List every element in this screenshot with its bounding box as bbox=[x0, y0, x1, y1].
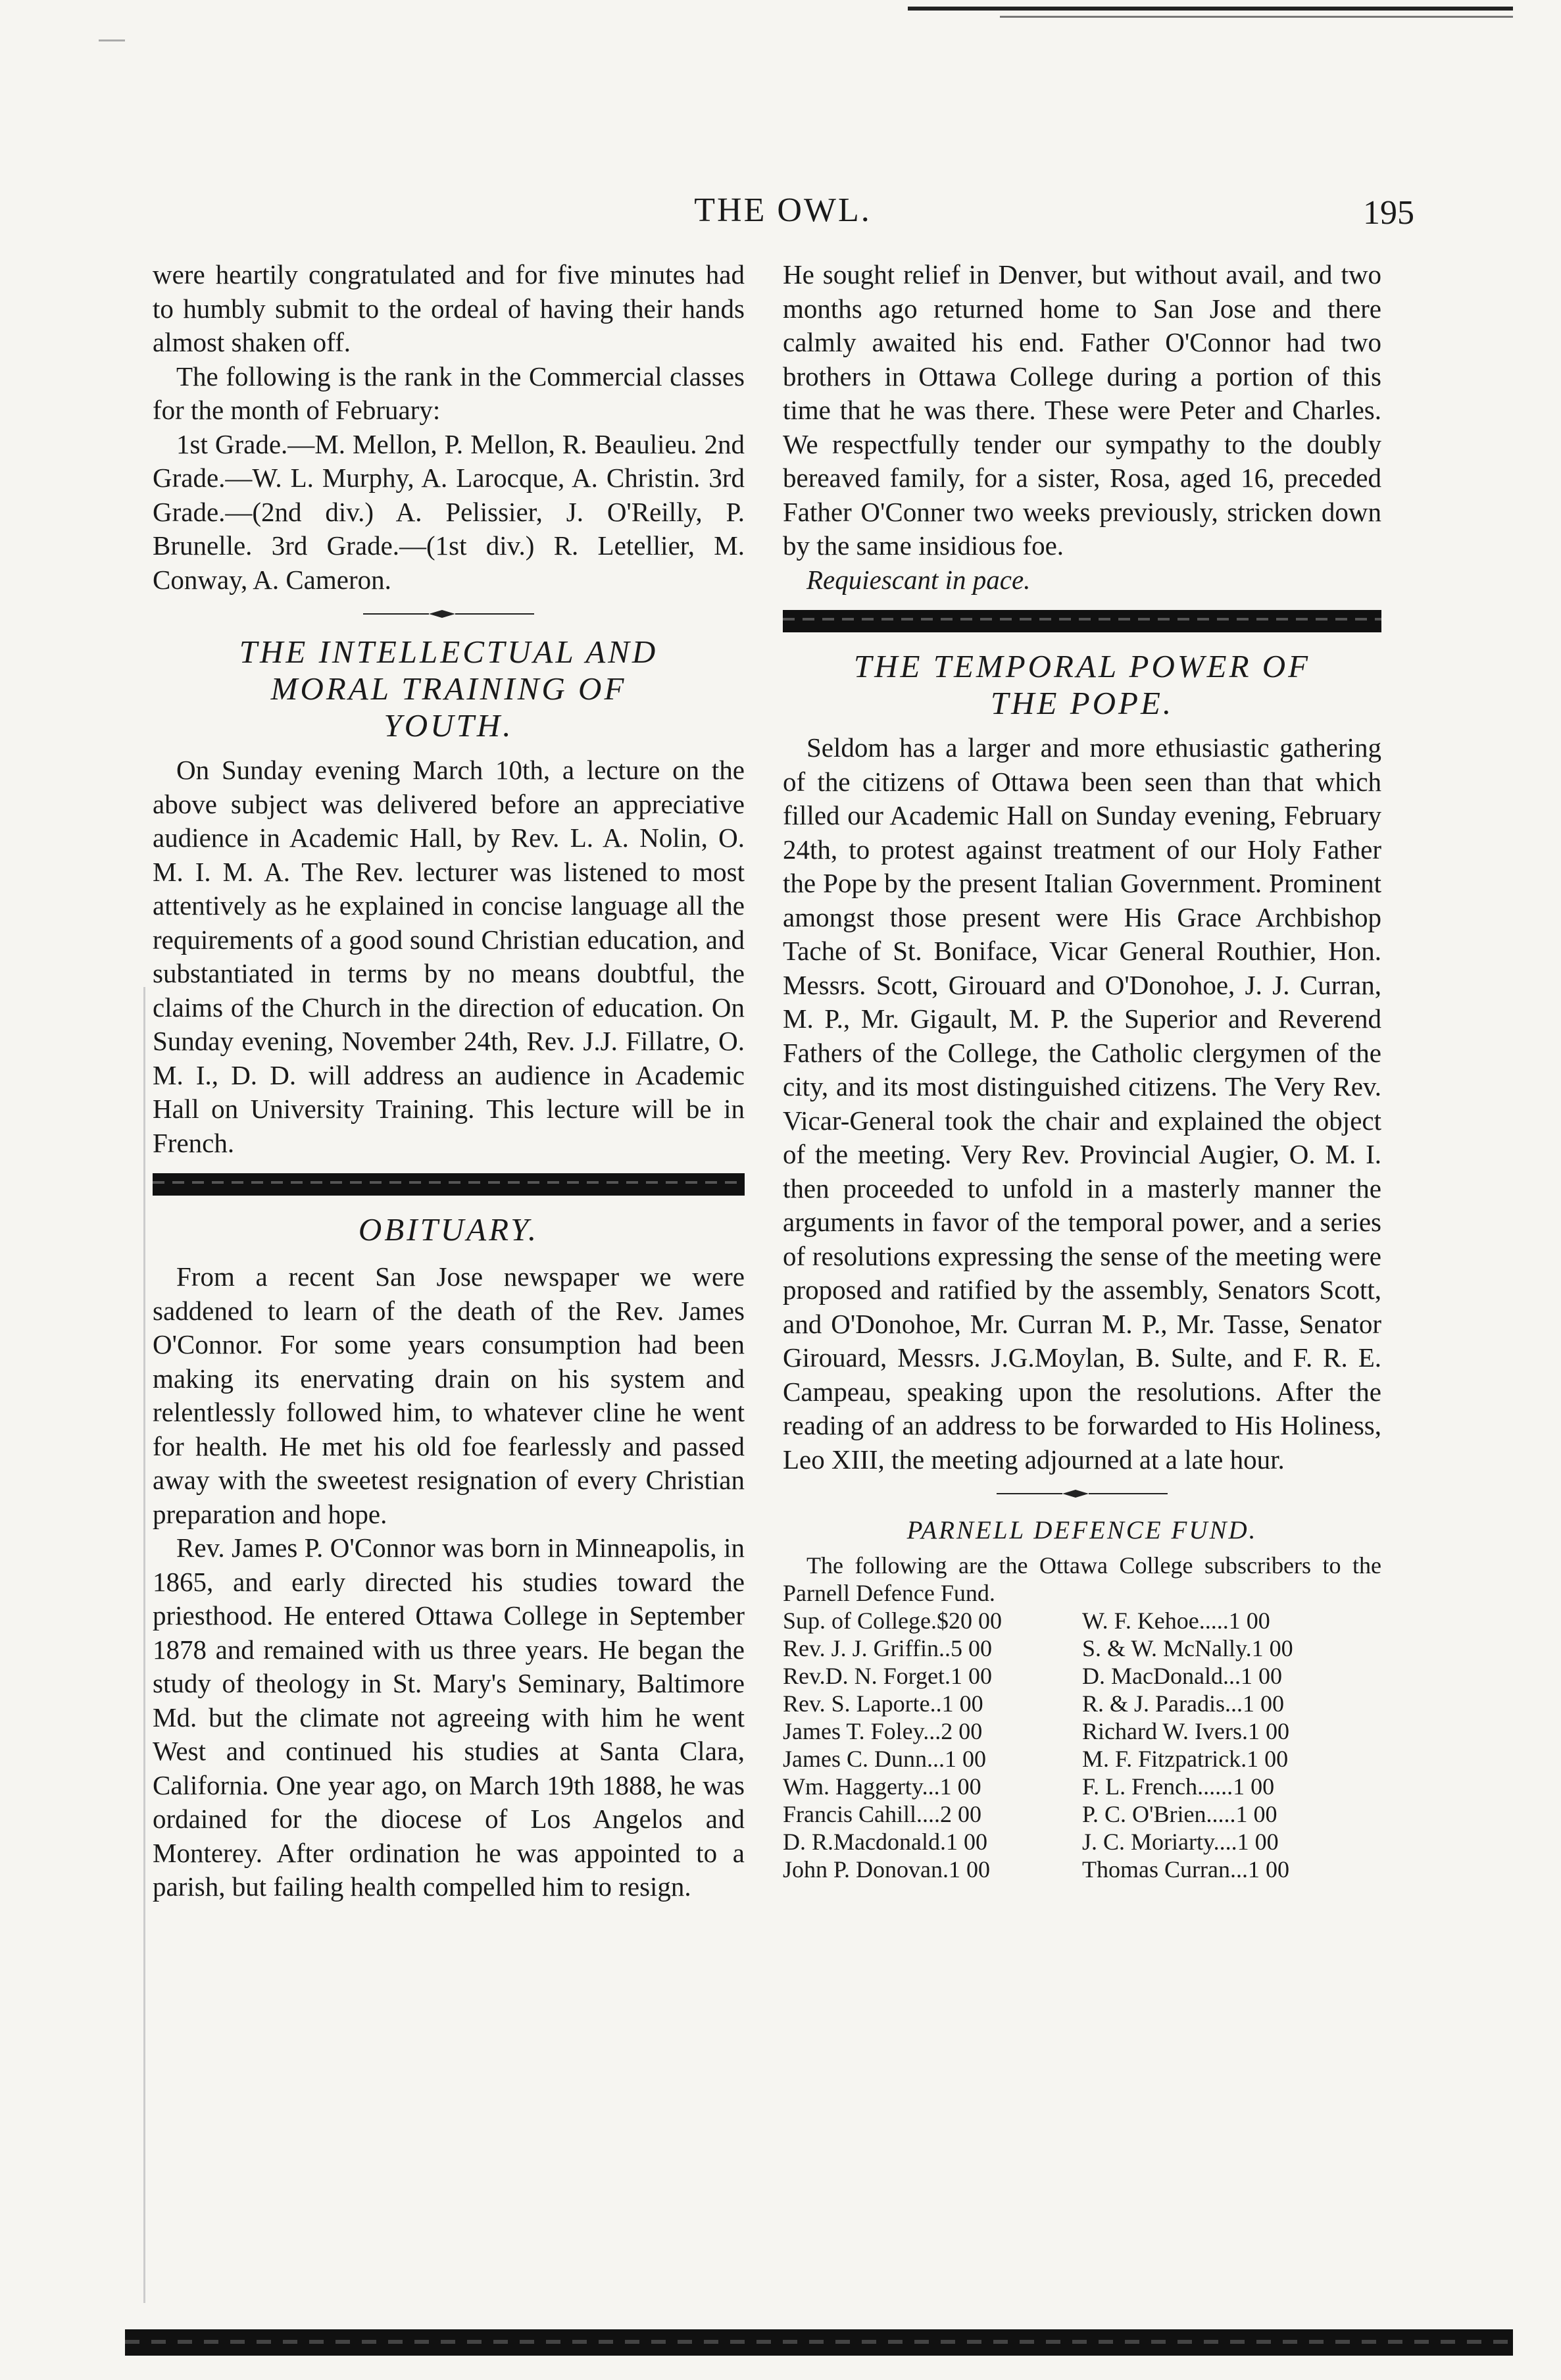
bottom-bar bbox=[125, 2329, 1513, 2356]
fund-entry: J. C. Moriarty....1 00 bbox=[1082, 1828, 1279, 1855]
fund-entry: P. C. O'Brien.....1 00 bbox=[1082, 1800, 1277, 1827]
fund-title: PARNELL DEFENCE FUND. bbox=[906, 1516, 1258, 1544]
rank-intro: The following is the rank in the Commercial classes for the month of February: bbox=[153, 361, 745, 425]
table-row bbox=[783, 1745, 1381, 1773]
fund-entry: Francis Cahill....2 00 bbox=[783, 1800, 981, 1827]
page-number: 195 bbox=[1363, 194, 1414, 232]
table-row bbox=[783, 1717, 1381, 1745]
rank-list: 1st Grade.—M. Mellon, P. Mellon, R. Beaulieu. 2nd Grade.—W. L. Murphy, A. Larocque, A. Christin. 3rd Grade.—(2nd div.) A. Pelissier, J. O'Reilly, P. Brunelle. 3rd Grade.—(1st div.) R. Letellier, M. Conway, A. Cameron. bbox=[153, 428, 745, 595]
margin-mark bbox=[99, 39, 125, 41]
obituary-title: OBITUARY. bbox=[358, 1211, 539, 1248]
fund-table bbox=[783, 1607, 1381, 1883]
lecture-paragraph: On Sunday evening March 10th, a lecture on the above subject was delivered before an appreciative audience in Academic Hall, by Rev. L. A. Nolin, O. M. I. M. A. The Rev. lecturer was listened to most attentively as he explained in concise language all the requirements of a good sound Christian education, and substantiated in terms by no means doubtful, the claims of the Church in the direction of education. On Sunday evening, November 24th, Rev. J.J. Fillatre, O. M. I., D. D. will address an audience in Academic Hall on University Training. This lecture will be in French. bbox=[153, 755, 745, 1158]
table-row bbox=[783, 1690, 1381, 1717]
fund-entry: Rev.D. N. Forget.1 00 bbox=[783, 1662, 992, 1689]
fund-entry: Richard W. Ivers.1 00 bbox=[1082, 1717, 1289, 1744]
fund-entry: D. MacDonald...1 00 bbox=[1082, 1662, 1282, 1689]
lecture-title-1: THE INTELLECTUAL AND bbox=[239, 634, 658, 670]
section-bar bbox=[783, 610, 1381, 632]
obituary-continued: He sought relief in Denver, but without avail, and two months ago returned home to San Jose and there calmly awaited his end. Father O'Connor had two brothers in Ottawa College during a portion of this time that he was there. These were Peter and Charles. We respectfully tender our sympathy to the doubly bereaved family, for a sister, Rosa, aged 16, preceded Father O'Conner two weeks previously, stricken down by the same insidious foe. bbox=[783, 259, 1381, 561]
temporal-title-1: THE TEMPORAL POWER OF bbox=[853, 648, 1311, 684]
fund-entry: R. & J. Paradis...1 00 bbox=[1082, 1690, 1285, 1717]
right-column bbox=[783, 258, 1381, 1883]
fund-entry: F. L. French......1 00 bbox=[1082, 1773, 1275, 1800]
fund-entry: Wm. Haggerty...1 00 bbox=[783, 1773, 981, 1800]
fund-entry: John P. Donovan.1 00 bbox=[783, 1856, 991, 1883]
top-rule-thin bbox=[1000, 16, 1513, 18]
table-row bbox=[783, 1662, 1381, 1690]
left-column bbox=[153, 258, 745, 1904]
fund-entry: Rev. S. Laporte..1 00 bbox=[783, 1690, 983, 1717]
table-row bbox=[783, 1800, 1381, 1828]
fund-entry: W. F. Kehoe.....1 00 bbox=[1082, 1607, 1270, 1634]
fund-entry: S. & W. McNally.1 00 bbox=[1082, 1634, 1293, 1661]
table-row bbox=[783, 1828, 1381, 1856]
table-row bbox=[783, 1856, 1381, 1883]
top-rule bbox=[908, 7, 1513, 11]
lecture-title-2: MORAL TRAINING OF bbox=[270, 671, 627, 707]
fund-entry: D. R.Macdonald.1 00 bbox=[783, 1828, 987, 1855]
fund-intro: The following are the Ottawa College subscribers to the Parnell Defence Fund. bbox=[783, 1552, 1381, 1606]
table-row bbox=[783, 1607, 1381, 1634]
obituary-paragraph-1: From a recent San Jose newspaper we were saddened to learn of the death of the Rev. James O'Connor. For some years consumption had been making its enervating drain on his system and relentlessly followed him, to whatever cline he went for health. He met his old foe fearlessly and passed away with the sweetest resignation of every Christian preparation and hope. bbox=[153, 1261, 745, 1529]
running-title: THE OWL. bbox=[694, 191, 872, 229]
fund-entry: Rev. J. J. Griffin..5 00 bbox=[783, 1634, 992, 1661]
requiescat: Requiescant in pace. bbox=[806, 564, 1031, 595]
obituary-paragraph-2: Rev. James P. O'Connor was born in Minneapolis, in 1865, and early directed his studies toward the priesthood. He entered Ottawa College in September 1878 and remained with us three years. He began the study of theology in St. Mary's Seminary, Baltimore Md. but the climate not agreeing with him he went West and continued his studies at Santa Clara, California. One year ago, on March 19th 1888, he was ordained for the diocese of Los Angelos and Monterey. After ordination he was appointed to a parish, but failing health compelled him to resign. bbox=[153, 1532, 745, 1902]
fund-entry: Thomas Curran...1 00 bbox=[1082, 1856, 1289, 1883]
intro-paragraph: were heartily congratulated and for five minutes had to humbly submit to the ordeal of having their hands almost shaken off. bbox=[153, 259, 745, 357]
lecture-title-3: YOUTH. bbox=[384, 707, 514, 744]
temporal-paragraph: Seldom has a larger and more ethusiastic gathering of the citizens of Ottawa been seen than that which filled our Academic Hall on Sunday evening, February 24th, to protest against treatment of our Holy Father the Pope by the present Italian Government. Prominent amongst those present were His Grace Archbishop Tache of St. Boniface, Vicar General Routhier, Hon. Messrs. Scott, Girouard and O'Donohoe, J. J. Curran, M. P., Mr. Gigault, M. P. the Superior and Reverend Fathers of the College, the Catholic clergymen of the city, and its most distinguished citizens. The Very Rev. Vicar-General took the chair and explained the object of the meeting. Very Rev. Provincial Augier, O. M. I. then proceeded to unfold in a masterly manner the arguments in favor of the temporal power, and a series of resolutions expressing the sense of the meeting were proposed and ratified by the assembly, Senators Scott, and O'Donohoe, Mr. Curran M. P., Mr. Tasse, Senator Girouard, Messrs. J.G.Moylan, B. Sulte, and F. R. E. Campeau, speaking upon the resolutions. After the reading of an address to be forwarded to His Holiness, Leo XIII, the meeting adjourned at a late hour. bbox=[783, 732, 1381, 1475]
fund-entry: James T. Foley...2 00 bbox=[783, 1717, 983, 1744]
section-bar bbox=[153, 1173, 745, 1196]
table-row bbox=[783, 1634, 1381, 1662]
fund-entry: James C. Dunn...1 00 bbox=[783, 1745, 986, 1772]
ornament-divider bbox=[363, 609, 534, 619]
table-row bbox=[783, 1773, 1381, 1800]
page-edge-shadow bbox=[143, 987, 145, 2303]
ornament-divider bbox=[997, 1488, 1168, 1499]
fund-entry: Sup. of College.$20 00 bbox=[783, 1607, 1002, 1634]
temporal-title-2: THE POPE. bbox=[990, 685, 1174, 721]
page-header bbox=[151, 191, 1414, 243]
fund-entry: M. F. Fitzpatrick.1 00 bbox=[1082, 1745, 1289, 1772]
